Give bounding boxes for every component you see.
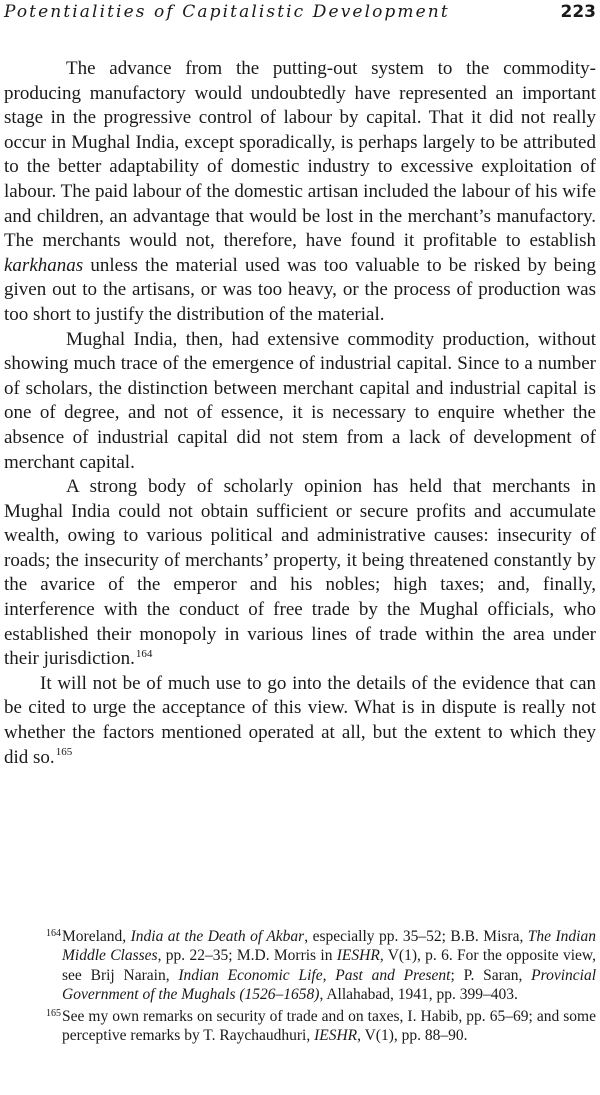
paragraph [4,475,596,672]
paragraph-text-italic: karkhanas [4,254,84,276]
footnote-text: , pp. 22–35; M.D. Morris in [157,947,337,965]
running-head [0,2,600,30]
footnote-text-italic: Provincial Government of the Mughals (1526–1658) [62,966,597,1004]
footnote-text-italic: The Indian Middle Classes [62,928,596,965]
paragraph-text: A strong body of scholarly opinion has held that merchants in Mughal India could not obtain sufficient or secure profits and accumulate wealth, owing to various political and administrative causes: insecurity of roads; the insecurity of merchants’ property, it being threatened constantly by the avarice of the emperor and his nobles; high taxes; and, finally, interference with the conduct of free trade by the Mughal officials, who established their monopoly in various lines of trade within the area under their jurisdiction. [4,476,596,670]
footnote [46,927,596,1005]
footnote-reference: 164 [135,647,153,660]
footnote-text-italic: IESHR [336,947,380,965]
paragraph [4,672,596,770]
footnote-number: 164 [46,928,61,939]
footnote-text-italic: IESHR [314,1027,358,1045]
footnote-text: See my own remarks on security of trade and on taxes, I. Habib, pp. 65–69; and some perceptive remarks by T. Raychaudhuri, [62,1007,596,1045]
paragraph [4,57,596,328]
paragraph-text: It will not be of much use to go into the details of the evidence that can be cited to urge the acceptance of this view. What is in dispute is really not whether the factors mentioned operated at all, but the extent to which they did so. [4,672,596,768]
footnote-reference: 165 [55,746,73,759]
footnote-text: , especially pp. 35–52; B.B. Misra, [304,928,528,945]
body-text [4,57,596,770]
footnote-text-italic: Indian Economic Life, Past and Present [178,966,451,984]
running-title: Potentialities of Capitalistic Development [4,2,450,22]
footnote-number: 165 [46,1007,61,1019]
footnote-text: Moreland, [62,928,131,945]
footnote [46,1007,596,1046]
page-number: 223 [560,2,596,22]
paragraph-text: Mughal India, then, had extensive commodity production, without showing much trace of the emergence of industrial capital. Since to a number of scholars, the distinction between merchant capital and industrial capital is one of degree, and not of essence, it is necessary to enquire whether the absence of industrial capital did not stem from a lack of development of merchant capital. [4,328,596,473]
footnote-text: , V(1), pp. 88–90. [357,1027,468,1045]
paragraph-text: The advance from the putting-out system to the commodity-producing manufactory would undoubtedly have represented an important stage in the progressive control of labour by capital. That it did not really occur in Mughal India, except sporadically, is perhaps largely to be attributed to the better adaptability of domestic industry to excessive exploitation of labour. The paid labour of the domestic artisan included the labour of his wife and children, an advantage that would be lost in the merchant’s manufactory. The merchants would not, therefore, have found it profitable to establish [4,58,596,252]
footnote-text: ; P. Saran, [450,966,532,984]
paragraph-text: unless the material used was too valuable to be risked by being given out to the artisans, or was too heavy, or the process of production was too short to justify the distribution of the material. [4,254,596,325]
footnote-text: , Allahabad, 1941, pp. 399–403. [319,986,518,1004]
paragraph [4,328,596,476]
footnote-text-italic: India at the Death of Akbar [130,928,305,945]
footnote-text: , V(1), p. 6. For the opposite view, see Brij Narain, [62,947,596,984]
footnotes [46,927,596,1047]
